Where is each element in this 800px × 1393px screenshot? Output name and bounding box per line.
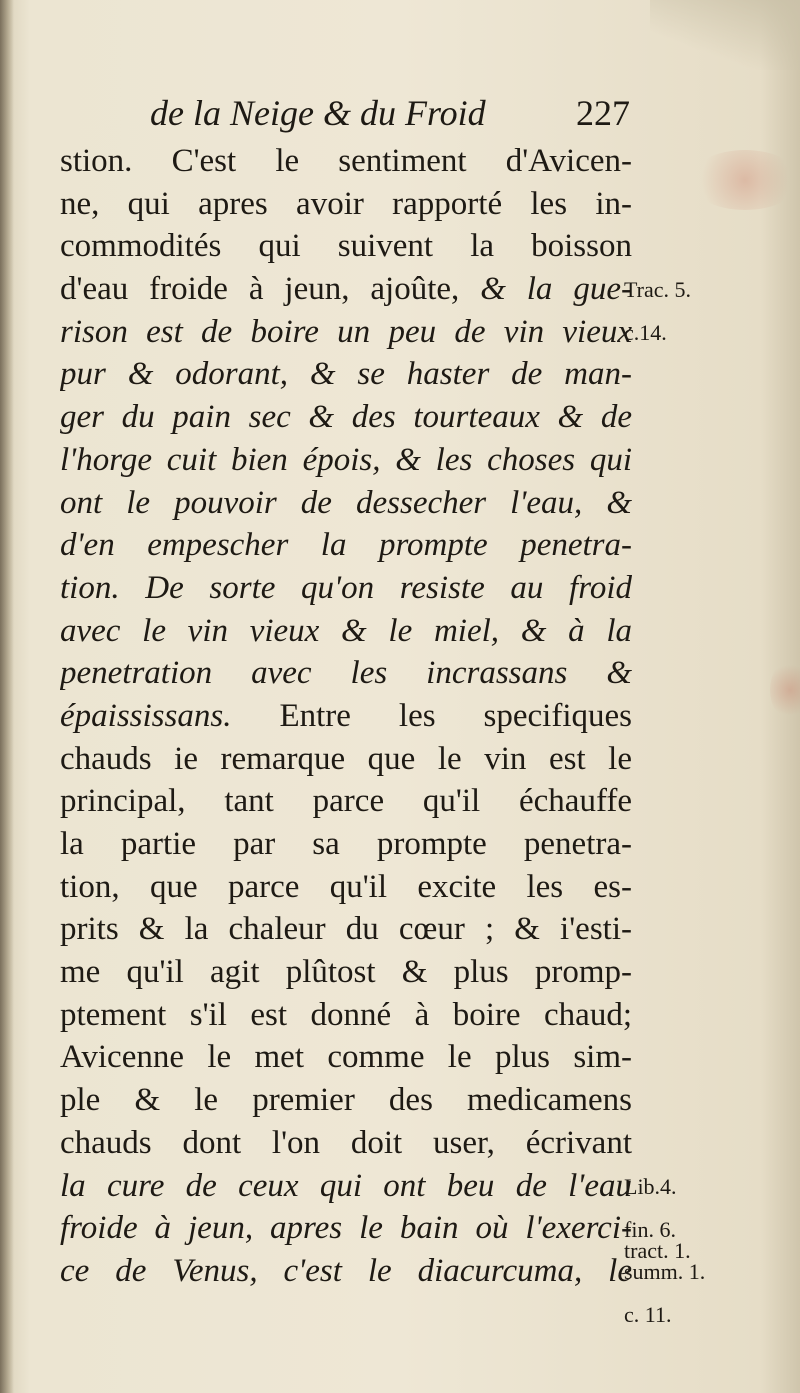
text-segment: chauds dont l'on doit user, écrivant (60, 1124, 632, 1161)
running-title: de la Neige & du Froid (150, 93, 486, 133)
margin-note: summ. 1. (624, 1259, 706, 1285)
text-segment: ne, qui apres avoir rapporté les in- (60, 185, 632, 222)
text-segment: ont le pouvoir de dessecher l'eau, & (60, 484, 632, 521)
text-line (60, 1250, 632, 1293)
text-line (60, 652, 632, 695)
text-line (60, 823, 632, 866)
text-segment: d'en empescher la prompte penetra- (60, 527, 632, 564)
text-line (60, 524, 632, 567)
text-segment: & la gue- (480, 271, 632, 308)
text-segment: ple & le premier des medicamens (60, 1082, 632, 1119)
text-line (60, 353, 632, 396)
text-line (60, 1079, 632, 1122)
text-line (60, 311, 632, 354)
text-segment: ger du pain sec & des tourteaux & de (60, 399, 632, 436)
text-line (60, 780, 632, 823)
main-text (60, 140, 632, 1293)
text-segment: prits & la chaleur du cœur ; & i'esti- (60, 911, 632, 948)
text-line (60, 1122, 632, 1165)
margin-note: tract. 1. (624, 1237, 691, 1263)
text-line (60, 695, 632, 738)
text-segment: stion. C'est le sentiment d'Avicen- (60, 143, 632, 179)
text-segment: Avicenne le met comme le plus sim- (60, 1039, 632, 1076)
text-line (60, 482, 632, 525)
text-line (60, 738, 632, 781)
text-segment: principal, tant parce qu'il échauffe (60, 783, 632, 820)
paper-stain (690, 150, 800, 210)
text-segment: penetration avec les incrassans & (60, 655, 632, 692)
text-segment: l'horge cuit bien épois, & les choses qui (60, 441, 632, 478)
text-line (60, 439, 632, 482)
text-line (60, 396, 632, 439)
margin-note: Lib.4. (624, 1173, 677, 1199)
text-segment: Entre les specifiques (231, 697, 632, 734)
text-segment: épaississans. (60, 697, 232, 734)
text-line (60, 183, 632, 226)
text-segment: chauds ie remarque que le vin est le (60, 740, 632, 777)
margin-note: Trac. 5. (624, 277, 692, 303)
margin-note: fin. 6. (624, 1216, 676, 1242)
text-line (60, 1207, 632, 1250)
text-segment: la partie par sa prompte penetra- (60, 826, 632, 862)
text-segment: ptement s'il est donné à boire chaud; (60, 996, 632, 1033)
page-number: 227 (576, 93, 630, 133)
text-segment: me qu'il agit plûtost & plus promp- (60, 954, 632, 991)
running-header (150, 92, 630, 138)
text-line (60, 1036, 632, 1079)
text-segment: tion. De sorte qu'on resiste au froid (60, 569, 632, 606)
text-line (60, 567, 632, 610)
text-line (60, 140, 632, 183)
text-segment: pur & odorant, & se haster de man- (60, 356, 632, 393)
text-line (60, 866, 632, 909)
margin-note: c. 11. (624, 1301, 672, 1327)
text-line (60, 951, 632, 994)
text-segment: d'eau froide à jeun, ajoûte, (60, 271, 481, 308)
text-segment: la cure de ceux qui ont beu de l'eau (60, 1167, 632, 1204)
text-line (60, 610, 632, 653)
text-line (60, 994, 632, 1037)
paper-stain (770, 660, 800, 720)
text-segment: avec le vin vieux & le miel, & à la (60, 612, 632, 649)
text-segment: rison est de boire un peu de vin vieux (60, 313, 632, 350)
margin-note: c.14. (624, 319, 667, 345)
text-line (60, 225, 632, 268)
text-line (60, 268, 632, 311)
text-line (60, 1165, 632, 1208)
text-segment: ce de Venus, c'est le diacurcuma, le (60, 1252, 632, 1289)
text-segment: tion, que parce qu'il excite les es- (60, 868, 632, 905)
page-gutter (0, 0, 14, 1393)
text-segment: froide à jeun, apres le bain où l'exerci- (60, 1210, 632, 1247)
text-line (60, 908, 632, 951)
paper-corner-wear (650, 0, 800, 70)
text-segment: commodités qui suivent la boisson (60, 228, 632, 265)
